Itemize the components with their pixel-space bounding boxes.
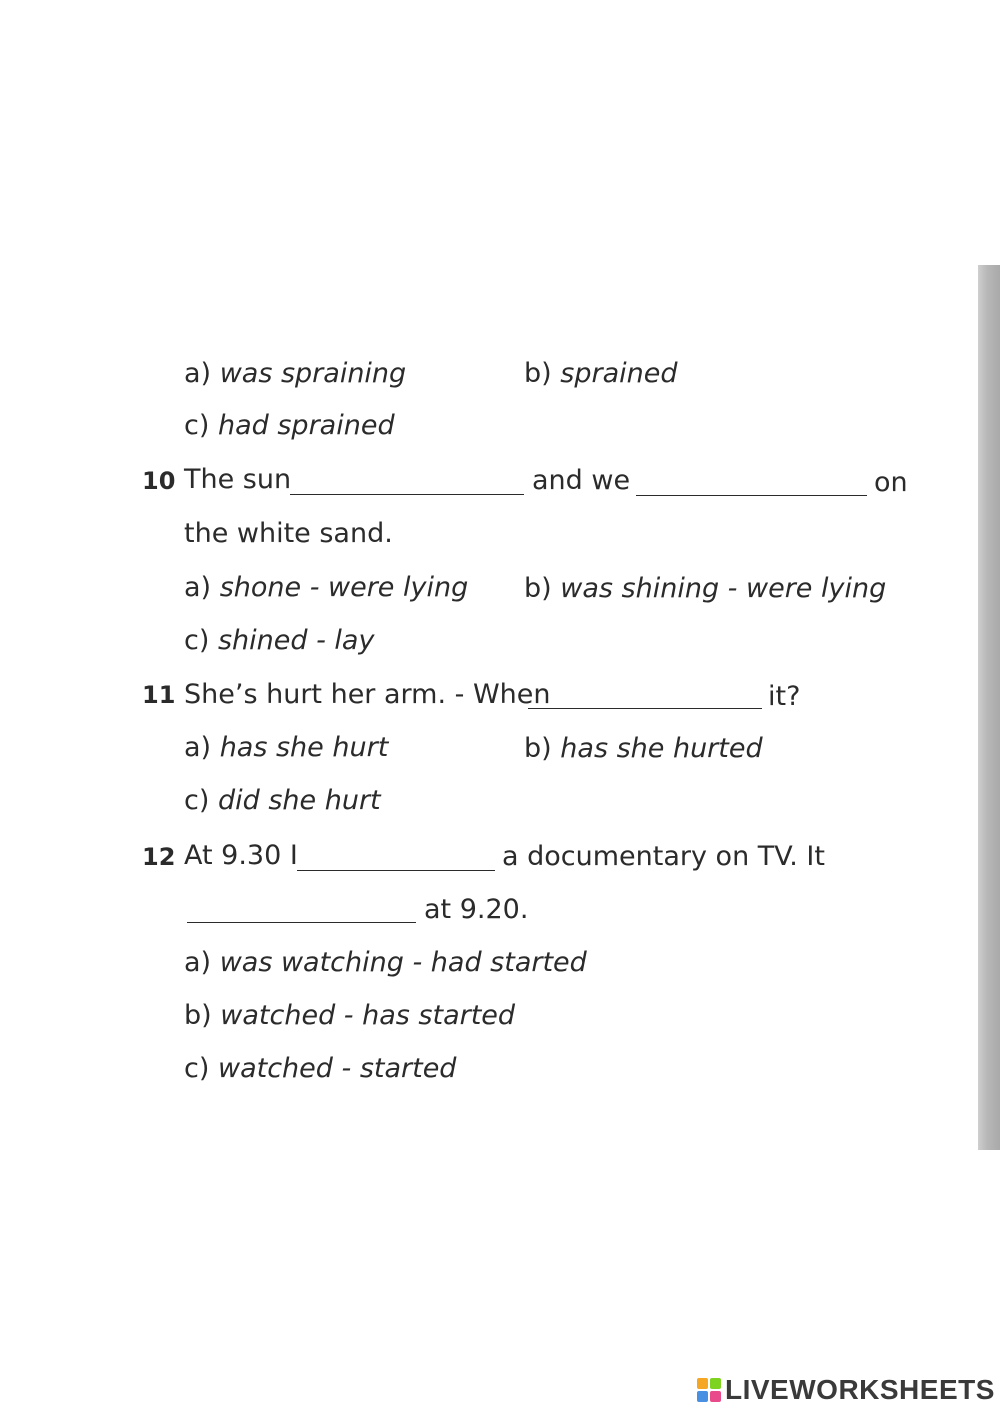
- q10-text-3: on: [874, 467, 908, 498]
- option-letter: a): [184, 572, 212, 603]
- q9-option-b: [524, 358, 678, 390]
- option-text: has she hurted: [560, 733, 763, 764]
- option-letter: a): [184, 358, 212, 389]
- option-letter: b): [524, 358, 552, 389]
- option-text: was shining - were lying: [560, 573, 887, 604]
- option-text: did she hurt: [217, 785, 381, 816]
- option-letter: b): [524, 733, 552, 764]
- option-text: watched - started: [217, 1053, 457, 1084]
- question-number: 10: [142, 467, 176, 495]
- q10-text-4: the white sand.: [184, 518, 393, 549]
- q9-option-a: [184, 358, 406, 390]
- option-text: watched - has started: [220, 1000, 516, 1031]
- option-text: shone - were lying: [219, 572, 469, 603]
- q12-text-1: At 9.30 I: [184, 840, 298, 871]
- q10-option-a: [184, 572, 468, 604]
- question-number: 12: [142, 843, 176, 871]
- q11-option-c: [184, 785, 381, 817]
- q12-text-3: at 9.20.: [424, 894, 529, 925]
- q10-blank-2[interactable]: [636, 495, 867, 496]
- logo-grid-icon: [697, 1378, 721, 1402]
- q12-blank-1[interactable]: [297, 870, 495, 871]
- logo-square: [697, 1378, 708, 1389]
- option-letter: b): [524, 573, 552, 604]
- option-text: was spraining: [219, 358, 407, 389]
- q11-text-2: it?: [768, 681, 801, 712]
- option-letter: c): [184, 1053, 210, 1084]
- option-letter: a): [184, 732, 212, 763]
- q10-text-1: The sun: [184, 464, 292, 495]
- logo-square: [710, 1378, 721, 1389]
- option-letter: c): [184, 785, 210, 816]
- q12-option-c: [184, 1053, 456, 1085]
- q11-option-a: [184, 732, 388, 764]
- option-letter: c): [184, 410, 210, 441]
- question-number: 11: [142, 681, 176, 709]
- q12-option-a: [184, 947, 587, 979]
- liveworksheets-logo[interactable]: [697, 1374, 995, 1406]
- option-text: had sprained: [217, 410, 395, 441]
- q12-option-b: [184, 1000, 515, 1032]
- logo-square: [710, 1391, 721, 1402]
- q11-option-b: [524, 733, 763, 765]
- q10-text-2: and we: [532, 465, 631, 496]
- option-text: was watching - had started: [219, 947, 587, 978]
- logo-text: LIVEWORKSHEETS: [725, 1374, 995, 1405]
- scanned-page-edge: [978, 265, 1000, 1150]
- option-text: sprained: [560, 358, 678, 389]
- option-letter: c): [184, 625, 210, 656]
- q12-blank-2[interactable]: [187, 922, 416, 923]
- q11-text-1: She’s hurt her arm. - When: [184, 679, 551, 710]
- q10-blank-1[interactable]: [290, 494, 524, 495]
- q9-option-c: [184, 410, 395, 442]
- logo-square: [697, 1391, 708, 1402]
- option-text: has she hurt: [219, 732, 389, 763]
- q10-option-c: [184, 625, 374, 657]
- q12-text-2: a documentary on TV. It: [502, 841, 825, 872]
- q11-blank[interactable]: [528, 708, 762, 709]
- option-letter: a): [184, 947, 212, 978]
- q10-option-b: [524, 573, 886, 605]
- option-text: shined - lay: [217, 625, 375, 656]
- option-letter: b): [184, 1000, 212, 1031]
